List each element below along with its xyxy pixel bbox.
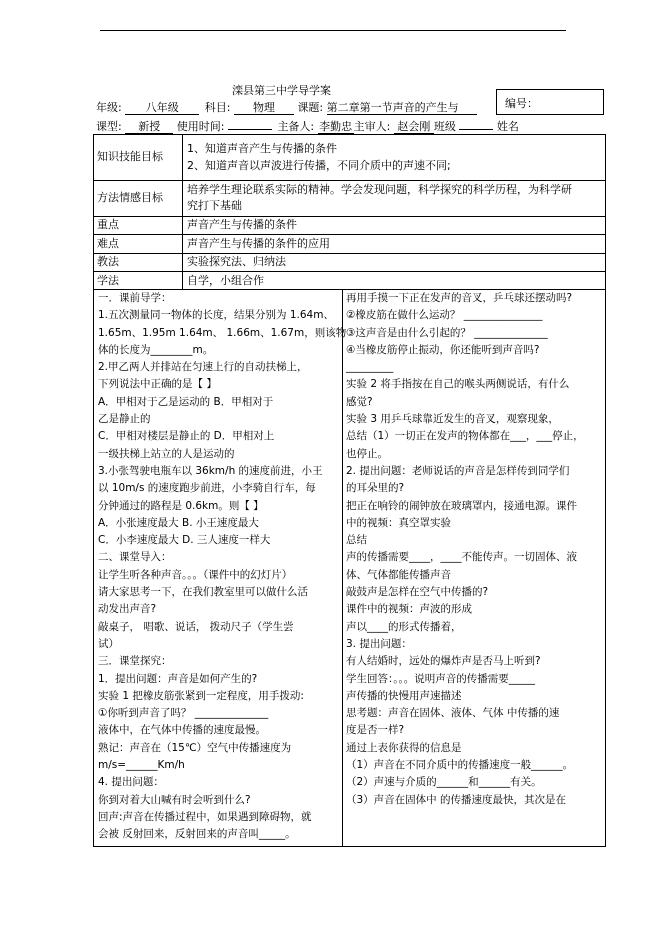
row-label-key: 重点 — [97, 218, 119, 231]
row-content-knowledge-1: 1、知道声音产生与传播的条件 — [187, 142, 337, 155]
left-col-line: 熟记：声音在（15℃）空气中传播速度为 — [98, 741, 292, 754]
right-col-line: 声以____的形式传播着， — [346, 620, 462, 633]
id-label: 编号： — [505, 97, 538, 110]
right-col-line: 敲鼓声是怎样在空气中传播的? — [346, 586, 489, 599]
left-col-line: C．小李速度最大 D. 三人速度一样大 — [98, 534, 271, 547]
right-col-line: 2. 提出问题：老师说话的声音是怎样传到同学们 — [346, 464, 570, 477]
right-col-line: 总结（1）一切正在发声的物体都在___，___停止， — [346, 430, 584, 443]
right-column — [346, 290, 604, 809]
left-col-line: 1.五次测量同一物体的长度，结果分别为 1.64m、 — [98, 309, 334, 322]
right-col-line: （3）声音在固体中 的传播速度最快，其次是在 — [346, 793, 567, 806]
left-col-line: 你到对着大山喊有时会听到什么? — [98, 793, 251, 806]
row-content-difficulty: 声音产生与传播的条件的应用 — [187, 237, 330, 250]
right-col-line: 声传播的快慢用声速描述 — [346, 689, 462, 702]
subject-field[interactable]: 物理 — [234, 102, 294, 115]
row-label-knowledge: 知识技能目标 — [97, 150, 163, 163]
left-col-line: 实验 1 把橡皮筋张紧到一定程度，用手拨动: — [98, 689, 304, 702]
left-col-line: 回声:声音在传播过程中，如果遇到障碍物，就 — [98, 810, 312, 823]
header-line-2: 课型: 新授 使用时间: 主备人: 李勤忠 主审人: 赵会刚 班级 姓名 — [96, 120, 519, 133]
left-col-line: 1．提出问题：声音是如何产生的? — [98, 672, 258, 685]
row-content-method-2: 究打下基础 — [187, 199, 242, 212]
header-line-1: 年级: 八年级 科目: 物理 课题: 第二章第一节声音的产生与 — [96, 99, 477, 115]
right-col-line: ②橡皮筋在做什么运动？ _______________ — [346, 309, 543, 322]
left-col-line: 三．课堂探究： — [98, 655, 172, 668]
left-col-line: 动发出声音? — [98, 603, 157, 616]
left-col-line: m/s=______Km/h — [98, 759, 185, 772]
right-col-line: 思考题：声音在固体、液体、气体 中传播的速 — [346, 707, 560, 720]
right-col-line: 声的传播需要____，____不能传声。一切固体、液 — [346, 551, 577, 564]
left-column — [98, 290, 347, 844]
left-col-line: 二、课堂导入： — [98, 551, 172, 564]
right-col-line: 也停止。 — [346, 447, 388, 460]
right-col-line: 体、气体都能传播声音 — [346, 568, 451, 581]
right-col-line: 度是否一样? — [346, 724, 405, 737]
right-col-line: 再用手摸一下正在发声的音叉，乒乓球还摆动吗? — [346, 292, 573, 304]
left-col-line: 试） — [98, 637, 119, 650]
grade-field[interactable]: 八年级 — [125, 102, 199, 115]
left-col-line: 一级扶梯上站立的人是运动的 — [98, 447, 235, 460]
preparer-field[interactable]: 李勤忠 — [319, 120, 353, 133]
left-col-line: 下列说法中正确的是【 】 — [98, 378, 217, 391]
row-content-learning: 自学，小组合作 — [187, 274, 264, 287]
row-content-knowledge-2: 2、知道声音以声波进行传播，不同介质中的声速不同; — [187, 159, 451, 172]
right-col-line: 课件中的视频：声波的形成 — [346, 603, 472, 616]
left-col-line: 1.65m、1.95m 1.64m、 1.66m、1.67m，则该物 — [98, 326, 347, 339]
left-col-line: 会被 反射回来，反射回来的声音叫_____。 — [98, 828, 296, 841]
left-col-line: ①你听到声音了吗？ ______________ — [98, 707, 269, 720]
right-col-line: ③这声音是由什么引起的？ ______________ — [346, 326, 548, 339]
class-field[interactable] — [459, 129, 493, 130]
right-col-line: 学生回答：。。。说明声音的传播需要_____ — [346, 672, 535, 685]
reviewer-field[interactable]: 赵会刚 — [394, 121, 434, 134]
row-content-teaching: 实验探究法、归纳法 — [187, 255, 286, 268]
right-col-line: 有人结婚时，远处的爆炸声是否马上听到? — [346, 655, 541, 668]
left-col-line: 敲桌子， 唱歌、说话， 拨动尺子（学生尝 — [98, 620, 294, 633]
right-col-line: 通过上表你获得的信息是 — [346, 741, 462, 754]
right-col-line: 感觉? — [346, 395, 373, 408]
topic-field[interactable]: 第二章第一节声音的产生与 — [327, 102, 477, 115]
right-col-line: （1）声音在不同介质中的传播速度一般______。 — [346, 759, 574, 772]
row-label-difficulty: 难点 — [97, 237, 119, 250]
right-col-line: 实验 2 将手指按在自己的喉头两侧说话，有什么 — [346, 378, 570, 391]
info-table — [93, 134, 606, 290]
right-col-line: （2）声速与介质的______和______有关。 — [346, 776, 542, 789]
left-col-line: 一．课前导学： — [98, 292, 172, 304]
row-content-method-1: 培养学生理论联系实际的精神。学会发现问题，科学探究的科学历程，为科学研 — [187, 183, 572, 196]
left-col-line: C．甲相对楼层是静止的 D．甲相对上 — [98, 430, 275, 443]
right-col-line: 实验 3 用乒乓球靠近发生的音叉，观察现象， — [346, 413, 559, 426]
header-rule — [100, 30, 566, 31]
lesson-type-field[interactable]: 新授 — [125, 121, 173, 134]
worksheet-body — [93, 289, 606, 847]
left-col-line: 3.小张驾驶电瓶车以 36km/h 的速度前进，小王 — [98, 464, 323, 477]
left-col-line: 让学生听各种声音。。。（课件中的幻灯片） — [98, 568, 293, 581]
left-col-line: A．甲相对于乙是运动的 B．甲相对于 — [98, 395, 274, 408]
page-title: 滦县第三中学导学案 — [232, 84, 331, 97]
left-col-line: 以 10m/s 的速度跑步前进，小李骑自行车，每 — [98, 482, 316, 495]
left-col-line: 乙是静止的 — [98, 413, 151, 426]
right-col-line: 中的视频：真空罩实验 — [346, 516, 451, 529]
left-col-line: 液体中，在气体中传播的速度最慢。 — [98, 724, 266, 737]
right-col-line: 3. 提出问题： — [346, 637, 412, 650]
row-content-key: 声音产生与传播的条件 — [187, 218, 297, 231]
right-col-line: 把正在响铃的闹钟放在玻璃罩内，接通电源。课件 — [346, 499, 577, 512]
right-col-line: 的耳朵里的? — [346, 482, 405, 495]
left-col-line: 请大家思考一下，在我们教室里可以做什么活 — [98, 586, 308, 599]
right-col-line: 总结 — [346, 534, 367, 547]
row-label-teaching: 教法 — [97, 255, 119, 268]
id-box — [496, 89, 604, 115]
right-col-line: _________ — [346, 361, 394, 374]
left-col-line: A．小张速度最大 B. 小王速度最大 — [98, 516, 259, 529]
row-label-learning: 学法 — [97, 274, 119, 287]
left-col-line: 体的长度为________m。 — [98, 343, 214, 356]
left-col-line: 4. 提出问题： — [98, 776, 164, 789]
left-col-line: 2.甲乙两人并排站在匀速上行的自动扶梯上， — [98, 361, 308, 374]
left-col-line: 分钟通过的路程是 0.6km。则【 】 — [98, 499, 264, 512]
time-field[interactable] — [228, 129, 272, 130]
right-col-line: ④当橡皮筋停止振动，你还能听到声音吗? — [346, 343, 540, 356]
row-label-method: 方法情感目标 — [97, 191, 163, 204]
